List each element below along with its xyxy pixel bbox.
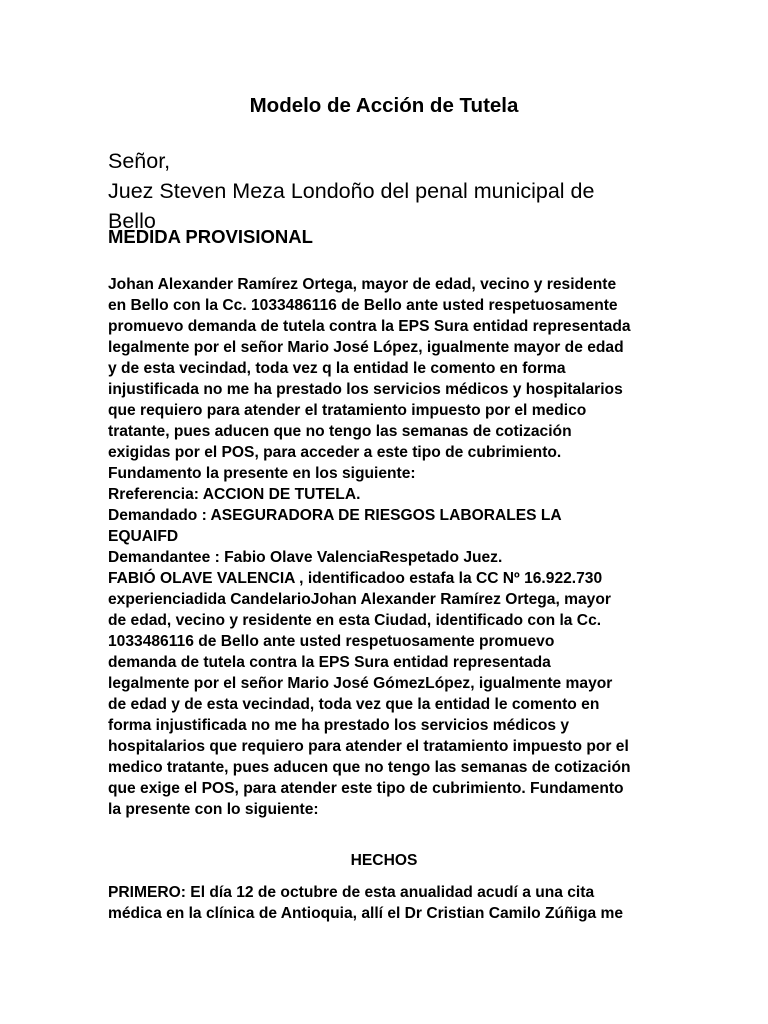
body-line: medico tratante, pues aducen que no tengo las semanas de cotización [108, 759, 631, 776]
body-line: que requiero para atender el tratamiento impuesto por el medico [108, 402, 587, 419]
body-line: que exige el POS, para atender este tipo de cubrimiento. Fundamento [108, 780, 624, 797]
body-line: hospitalarios que requiero para atender el tratamiento impuesto por el [108, 738, 629, 755]
medida-heading: MEDIDA PROVISIONAL [108, 226, 313, 247]
salutation [108, 146, 708, 236]
primero-text: El día 12 de octubre de esta anualidad acudí a una cita [185, 884, 595, 901]
primero-paragraph [108, 882, 668, 924]
salutation-line: Señor, [108, 149, 171, 173]
body-line: de edad y de esta vecindad, toda vez que la entidad le comento en [108, 696, 600, 713]
primero-line: médica en la clínica de Antioquia, allí el Dr Cristian Camilo Zúñiga me [108, 905, 624, 922]
body-line: injustificada no me ha prestado los servicios médicos y hospitalarios [108, 381, 623, 398]
body-line: Rreferencia: ACCION DE TUTELA. [108, 486, 361, 503]
body-line: tratante, pues aducen que no tengo las semanas de cotización [108, 423, 572, 440]
body-line: promuevo demanda de tutela contra la EPS Sura entidad representada [108, 318, 631, 335]
body-line: demanda de tutela contra la EPS Sura entidad representada [108, 654, 551, 671]
body-line: forma injustificada no me ha prestado los servicios médicos y [108, 717, 570, 734]
body-line: Johan Alexander Ramírez Ortega, mayor de edad, vecino y residente [108, 276, 617, 293]
primero-label: PRIMERO: [108, 884, 186, 901]
body-line: Demandantee : Fabio Olave ValenciaRespetado Juez. [108, 549, 503, 566]
primero-line [108, 882, 668, 903]
hechos-heading: HECHOS [350, 852, 418, 869]
body-paragraph [108, 274, 668, 820]
salutation-line: Bello [108, 209, 156, 233]
body-line: Demandado : ASEGURADORA DE RIESGOS LABORALES LA [108, 507, 562, 524]
body-line: experienciadida CandelarioJohan Alexander Ramírez Ortega, mayor [108, 591, 611, 608]
salutation-line: Juez Steven Meza Londoño del penal municipal de [108, 179, 595, 203]
body-line: exigidas por el POS, para acceder a este tipo de cubrimiento. [108, 444, 562, 461]
body-line: de edad, vecino y residente en esta Ciudad, identificado con la Cc. [108, 612, 602, 629]
body-line: Fundamento la presente en los siguiente: [108, 465, 416, 482]
body-line: FABIÓ OLAVE VALENCIA , identificadoo estafa la CC Nº 16.922.730 [108, 570, 603, 587]
body-line: y de esta vecindad, toda vez q la entidad le comento en forma [108, 360, 566, 377]
body-line: legalmente por el señor Mario José GómezLópez, igualmente mayor [108, 675, 613, 692]
body-line: EQUAIFD [108, 528, 179, 545]
document-title: Modelo de Acción de Tutela [249, 94, 519, 117]
body-line: 1033486116 de Bello ante usted respetuosamente promuevo [108, 633, 555, 650]
body-line: en Bello con la Cc. 1033486116 de Bello ante usted respetuosamente [108, 297, 618, 314]
body-line: la presente con lo siguiente: [108, 801, 319, 818]
body-line: legalmente por el señor Mario José López, igualmente mayor de edad [108, 339, 624, 356]
